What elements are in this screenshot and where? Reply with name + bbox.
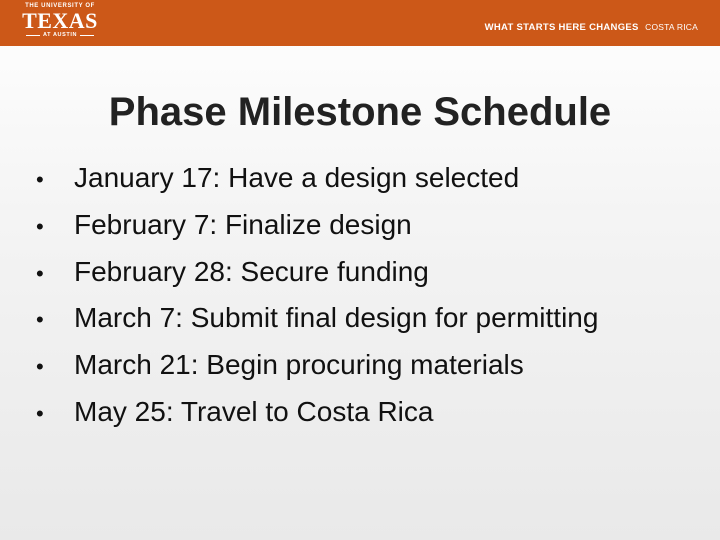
bullet-icon: • — [36, 260, 44, 286]
list-item — [36, 250, 706, 297]
tagline-text: WHAT STARTS HERE CHANGES — [484, 22, 639, 33]
logo-top-text: THE UNIVERSITY OF — [25, 3, 95, 9]
milestone-text: February 28: Secure funding — [74, 255, 429, 287]
logo-rule-right — [80, 35, 94, 36]
list-item — [36, 390, 706, 437]
milestone-text: March 7: Submit final design for permitting — [74, 302, 599, 334]
list-item — [36, 156, 706, 203]
slide-title: Phase Milestone Schedule — [108, 90, 612, 134]
ut-austin-logo — [22, 2, 98, 44]
milestone-text: January 17: Have a design selected — [74, 162, 520, 193]
milestone-list — [36, 156, 706, 437]
tagline-subtext: COSTA RICA — [645, 22, 698, 32]
milestone-text: March 21: Begin procuring materials — [74, 349, 524, 381]
bullet-icon: • — [36, 354, 44, 380]
logo-rule-left — [26, 35, 40, 36]
milestone-text: May 25: Travel to Costa Rica — [74, 395, 434, 427]
logo-bottom-line — [22, 32, 98, 39]
header-tagline — [485, 17, 698, 35]
bullet-icon: • — [36, 213, 44, 239]
logo-bottom-text: AT AUSTIN — [42, 32, 78, 38]
bullet-icon: • — [36, 400, 44, 426]
milestone-text: February 7: Finalize design — [74, 208, 412, 240]
bullet-icon: • — [36, 167, 44, 192]
logo-main-text: TEXAS — [22, 8, 98, 33]
header-bar — [0, 0, 720, 46]
list-item — [36, 343, 706, 390]
list-item — [36, 203, 706, 250]
list-item — [36, 296, 706, 343]
bullet-icon: • — [36, 307, 44, 333]
